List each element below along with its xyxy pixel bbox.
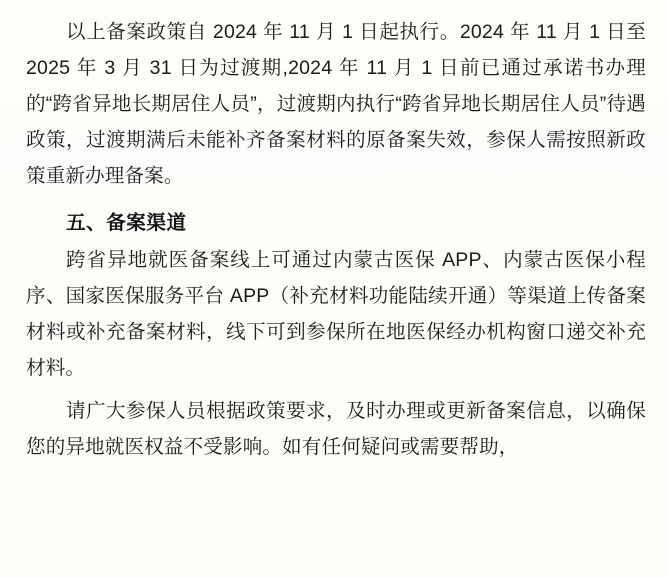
section-heading-filing-channels: 五、备案渠道 [66, 212, 187, 234]
paragraph-transition-policy: 以上备案政策自 2024 年 11 月 1 日起执行。2024 年 11 月 1 日至 2025 年 3 月 31 日为过渡期,2024 年 11 月 1 日前已通过承诺书办理的“跨省异地长期居住人员”，过渡期内执行“跨省异地长期居住人员”待遇政策，过渡期满后未能补齐备案材料的原备案失效，参保人需按照新政策重新办理备案。 [26, 21, 646, 187]
paragraph-filing-channels: 跨省异地就医备案线上可通过内蒙古医保 APP、内蒙古医保小程序、国家医保服务平台 APP（补充材料功能陆续开通）等渠道上传备案材料或补充备案材料，线下可到参保所在地医保经办机构窗口递交补充材料。 [26, 249, 646, 379]
paragraph-closing-notice: 请广大参保人员根据政策要求，及时办理或更新备案信息，以确保您的异地就医权益不受影响。如有任何疑问或需要帮助， [26, 400, 646, 458]
